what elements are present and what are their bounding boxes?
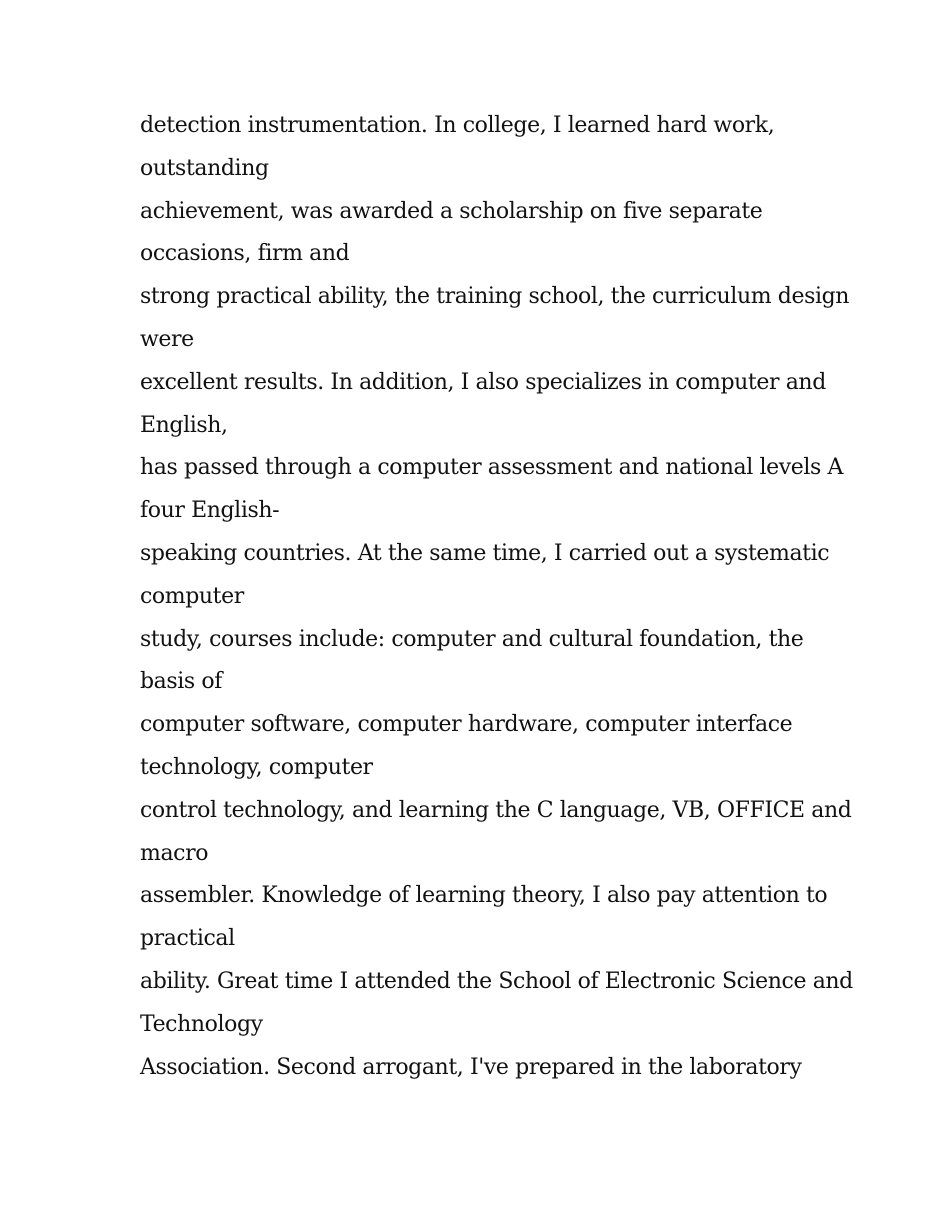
text-line: technology, computer: [140, 754, 373, 780]
text-line: English,: [140, 412, 228, 438]
text-line: computer: [140, 583, 244, 609]
text-line: control technology, and learning the C language, VB, OFFICE and: [140, 797, 852, 823]
text-line: has passed through a computer assessment and national levels A: [140, 455, 843, 481]
text-line: computer software, computer hardware, computer interface: [140, 712, 793, 738]
text-line: occasions, firm and: [140, 241, 350, 267]
body-text: [140, 105, 853, 1089]
text-line: macro: [140, 840, 209, 866]
text-line: strong practical ability, the training school, the curriculum design: [140, 284, 850, 310]
text-line: were: [140, 326, 194, 352]
text-line: excellent results. In addition, I also specializes in computer and: [140, 369, 826, 395]
text-line: Technology: [140, 1011, 263, 1037]
text-line: speaking countries. At the same time, I carried out a systematic: [140, 540, 830, 566]
text-line: Association. Second arrogant, I've prepared in the laboratory: [140, 1054, 802, 1080]
text-line: assembler. Knowledge of learning theory, I also pay attention to: [140, 883, 828, 909]
text-line: four English-: [140, 498, 280, 524]
text-line: study, courses include: computer and cultural foundation, the: [140, 626, 804, 652]
text-line: achievement, was awarded a scholarship on five separate: [140, 198, 763, 224]
text-line: outstanding: [140, 155, 269, 181]
text-line: ability. Great time I attended the School of Electronic Science and: [140, 968, 853, 994]
text-line: detection instrumentation. In college, I learned hard work,: [140, 113, 775, 138]
text-line: basis of: [140, 669, 222, 695]
text-line: practical: [140, 926, 235, 952]
